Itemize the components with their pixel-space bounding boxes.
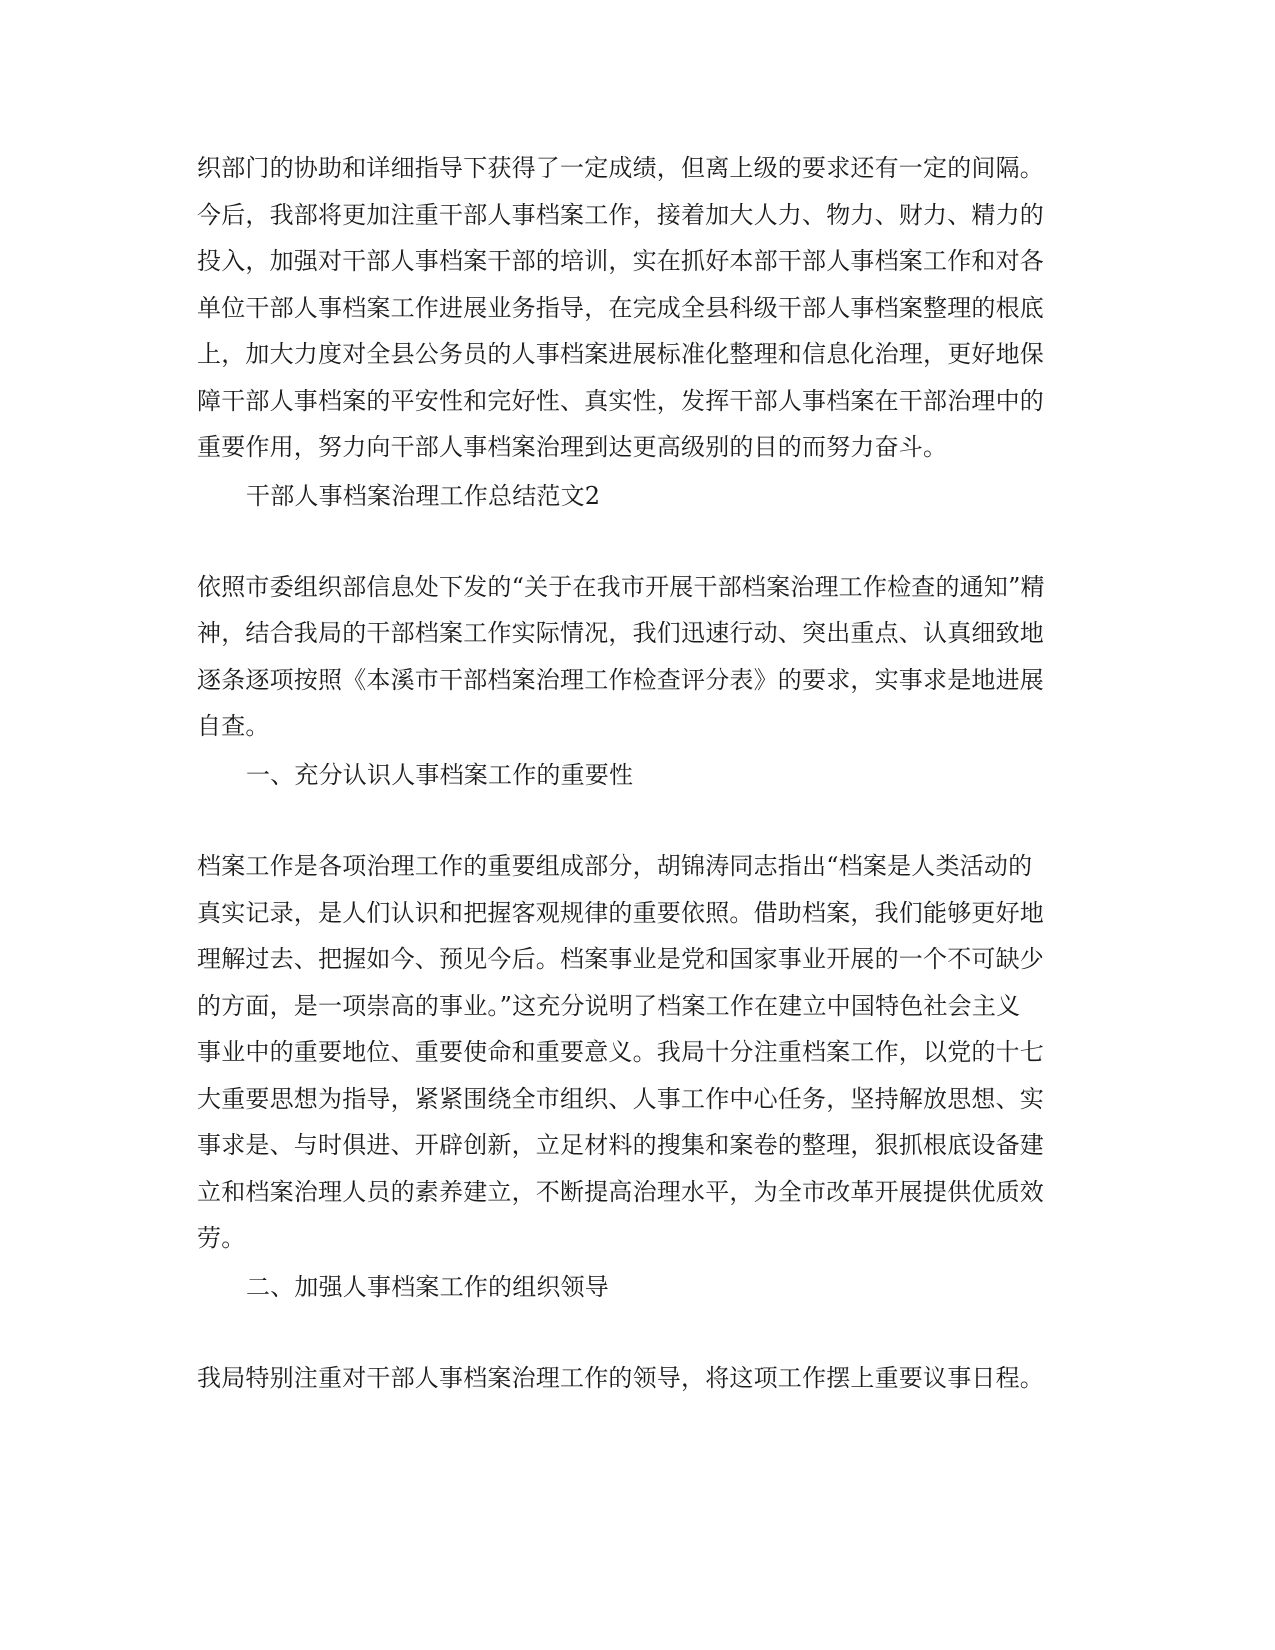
para1-line-1: 织部门的协助和详细指导下获得了一定成绩，但离上级的要求还有一定的间隔。 xyxy=(197,154,1044,182)
para3-line-7: 事求是、与时俱进、开辟创新，立足材料的搜集和案卷的整理，狠抓根底设备建 xyxy=(197,1131,1044,1159)
para1-line-7: 重要作用，努力向干部人事档案治理到达更高级别的目的而努力奋斗。 xyxy=(197,433,948,461)
para3-line-6: 大重要思想为指导，紧紧围绕全市组织、人事工作中心任务，坚持解放思想、实 xyxy=(197,1085,1044,1113)
para1-line-6: 障干部人事档案的平安性和完好性、真实性，发挥干部人事档案在干部治理中的 xyxy=(197,387,1044,415)
section-title-2: 干部人事档案治理工作总结范文2 xyxy=(246,482,601,510)
para3-line-3: 理解过去、把握如今、预见今后。档案事业是党和国家事业开展的一个不可缺少 xyxy=(197,945,1044,973)
para3-line-2: 真实记录，是人们认识和把握客观规律的重要依照。借助档案，我们能够更好地 xyxy=(197,899,1044,927)
para2-line-3: 逐条逐项按照《本溪市干部档案治理工作检查评分表》的要求，实事求是地进展 xyxy=(197,666,1044,694)
para3-line-1: 档案工作是各项治理工作的重要组成部分，胡锦涛同志指出“档案是人类活动的 xyxy=(197,852,1033,880)
para2-line-1: 依照市委组织部信息处下发的“关于在我市开展干部档案治理工作检查的通知”精 xyxy=(197,573,1045,601)
para1-line-2: 今后，我部将更加注重干部人事档案工作，接着加大人力、物力、财力、精力的 xyxy=(197,201,1044,229)
para1-line-5: 上，加大力度对全县公务员的人事档案进展标准化整理和信息化治理，更好地保 xyxy=(197,340,1044,368)
para1-line-3: 投入，加强对干部人事档案干部的培训，实在抓好本部干部人事档案工作和对各 xyxy=(197,247,1044,275)
section-heading-2: 二、加强人事档案工作的组织领导 xyxy=(246,1273,609,1301)
section-heading-1: 一、充分认识人事档案工作的重要性 xyxy=(246,761,634,789)
para3-line-8: 立和档案治理人员的素养建立，不断提高治理水平，为全市改革开展提供优质效 xyxy=(197,1178,1044,1206)
para3-line-9: 劳。 xyxy=(197,1224,246,1252)
para4-line-1: 我局特别注重对干部人事档案治理工作的领导，将这项工作摆上重要议事日程。 xyxy=(197,1364,1044,1392)
para1-line-4: 单位干部人事档案工作进展业务指导，在完成全县科级干部人事档案整理的根底 xyxy=(197,294,1044,322)
para3-line-5: 事业中的重要地位、重要使命和重要意义。我局十分注重档案工作，以党的十七 xyxy=(197,1038,1044,1066)
para2-line-4: 自查。 xyxy=(197,712,270,740)
para3-line-4: 的方面，是一项崇高的事业。”这充分说明了档案工作在建立中国特色社会主义 xyxy=(197,992,1021,1020)
para2-line-2: 神，结合我局的干部档案工作实际情况，我们迅速行动、突出重点、认真细致地 xyxy=(197,619,1044,647)
